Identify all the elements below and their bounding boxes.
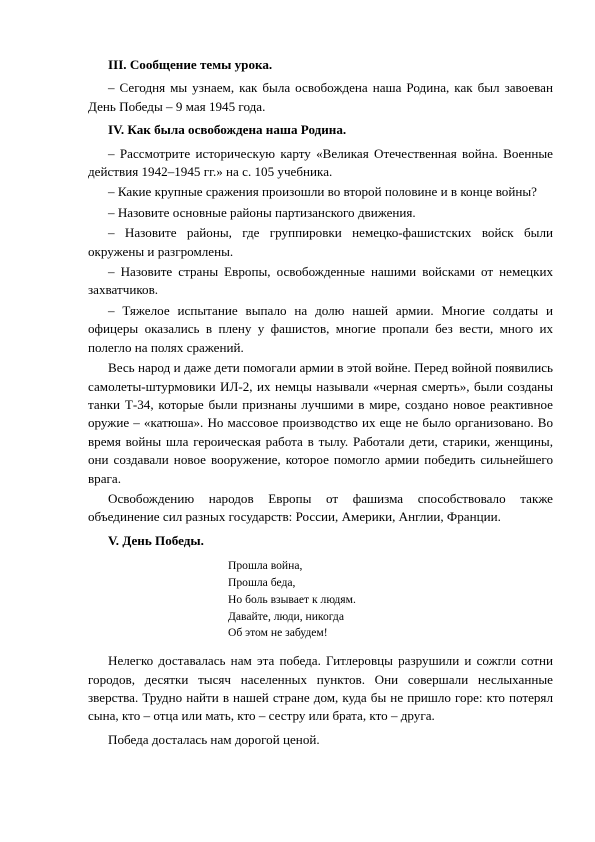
section-heading: IV. Как была освобождена наша Родина.	[108, 122, 347, 138]
section-iii	[88, 56, 553, 116]
poem-line: Но боль взывает к людям.	[228, 592, 356, 606]
section-heading: III. Сообщение темы урока.	[108, 57, 273, 72]
question-paragraph: – Рассмотрите историческую карту «Великая Отечественная война. Военные действия 1942–1945 гг.» на с. 105 учебника.	[88, 145, 553, 180]
poem-line: Прошла беда,	[228, 575, 296, 589]
paragraph: – Тяжелое испытание выпало на долю нашей армии. Многие солдаты и офицеры оказались в плену у фашистов, многие пропали без вести, много их полегло на полях сражений.	[88, 302, 553, 355]
question-paragraph: – Назовите страны Европы, освобожденные нашими войсками от немецких захватчиков.	[88, 264, 553, 298]
section-heading: V. День Победы.	[108, 532, 204, 548]
question-paragraph: – Назовите основные районы партизанского движения.	[108, 204, 416, 220]
poem-line: Об этом не забудем!	[228, 626, 328, 640]
poem	[228, 558, 553, 642]
paragraph: Освобождению народов Европы от фашизма способствовало также объединение сил разных государств: России, Америки, Англии, Франции.	[88, 490, 553, 525]
poem-line: Прошла война,	[228, 559, 303, 573]
paragraph: Победа досталась нам дорогой ценой.	[108, 731, 320, 747]
question-paragraph: – Какие крупные сражения произошли во второй половине и в конце войны?	[108, 184, 537, 200]
section-iv	[88, 121, 553, 527]
poem-line: Давайте, люди, никогда	[228, 609, 344, 623]
paragraph: Весь народ и даже дети помогали армии в этой войне. Перед войной появились самолеты-штурмовики ИЛ-2, их немцы называли «черная смерть», были созданы танки Т-34, которые были признаны лучшими в мире, создано новое реактивное оружие – «катюша». Но массовое производство их еще не было организовано. Во время войны шла героическая работа в тылу. Работали дети, старики, женщины, они создавали новое вооружение, которое помогло армии победить сильнейшего врага.	[88, 360, 553, 486]
paragraph: Нелегко доставалась нам эта победа. Гитлеровцы разрушили и сожгли сотни городов, десятки тысяч населенных пунктов. Они совершали неслыханные зверства. Трудно найти в нашей стране дом, куда бы не пришло горе: кто потерял сына, кто – отца или мать, кто – сестру или брата, кто – друга.	[88, 653, 553, 724]
document-body	[88, 56, 553, 754]
question-paragraph: – Назовите районы, где группировки немецко-фашистских войск были окружены и разгромлены.	[88, 225, 553, 259]
paragraph: – Сегодня мы узнаем, как была освобождена наша Родина, как был завоеван День Победы – 9 мая 1945 года.	[88, 80, 553, 114]
section-v	[88, 532, 553, 749]
